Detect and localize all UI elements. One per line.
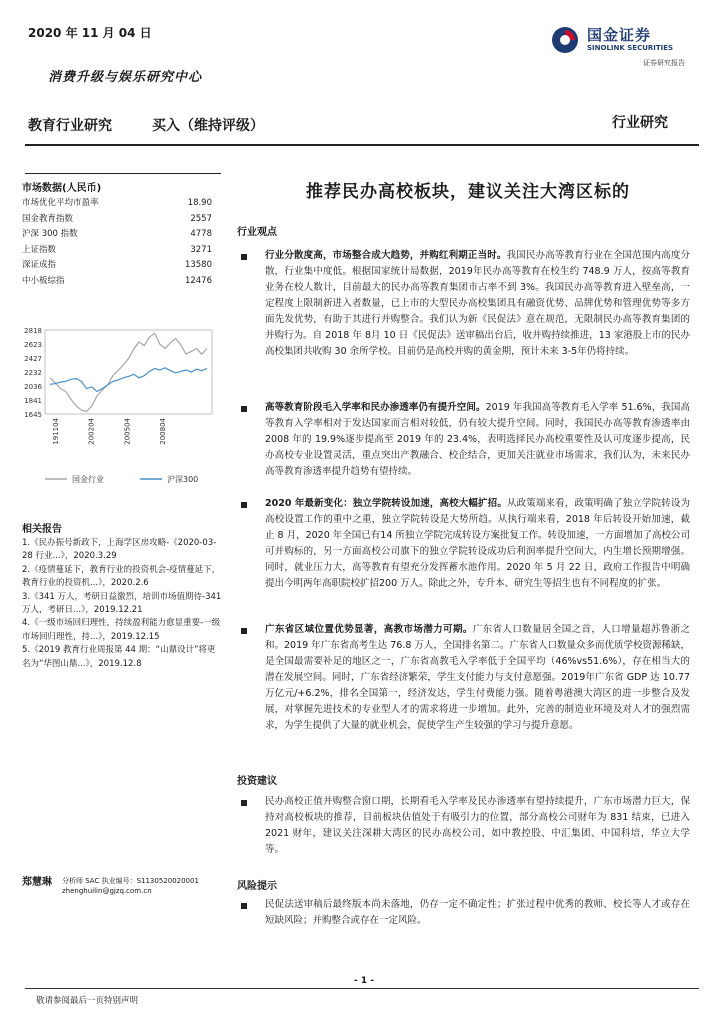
legend-label: 国金行业 (72, 475, 104, 484)
point-paragraph (265, 622, 690, 734)
market-value: 4778 (190, 229, 212, 239)
logo-sub: 证券研究报告 (643, 59, 685, 67)
related-report-item[interactable]: 2.《疫情蔓延下，教育行业的投资机会-疫情蔓延下，教育行业的投资机...》，2020.2.6 (22, 564, 221, 589)
company-logo (551, 22, 701, 68)
related-report-item[interactable]: 5.《2019 教育行业周报第 44 期：“山鼎设计”将更名为“华图山鼎...》，2019.12.8 (22, 645, 216, 669)
market-row (22, 196, 212, 212)
y-tick-label: 2623 (24, 341, 42, 349)
point-paragraph (265, 400, 690, 480)
related-report-item[interactable]: 4.《一级市场回归理性，持续盈利能力愈显重要-一级市场回归理性，持...》，2019.12.15 (22, 618, 221, 642)
market-label: 沪深 300 指数 (22, 229, 78, 239)
footer-divider (25, 988, 699, 989)
author-name: 郑慧琳 (22, 877, 52, 888)
related-reports-title: 相关报告 (22, 524, 62, 535)
market-label: 上证指数 (22, 244, 57, 255)
investment-paragraph: 民办高校正值并购整合窗口期，长期看毛入学率及民办渗透率有望持续提升，广东市场潜力巨大，保持对高校板块的推荐，目前板块估值处于有吸引力的位置，部分高校公司财年为 831 结束，已进入 2021 财年，建议关注深耕大湾区的民办高校公司，如中教控股、中汇集团、中国科培，华立大学等。 (265, 796, 690, 855)
related-report-item[interactable]: 1.《民办振号新政下，上海学区房攻略-《2020-03-28 行业...》，2020.3.29 (22, 538, 217, 562)
bullet-icon (241, 502, 247, 508)
market-value: 18.90 (187, 198, 212, 208)
market-value: 13580 (184, 260, 212, 270)
section-industry-view: 行业观点 (237, 227, 277, 238)
author-license: 分析师 SAC 执业编号：S1130520020001 (62, 877, 199, 885)
logo-cn: 国金证券 (587, 26, 652, 44)
market-data-title: 市场数据(人民币) (22, 183, 102, 194)
y-tick-label: 2427 (24, 355, 42, 363)
report-date: 2020 年 11 月 04 日 (28, 26, 152, 40)
page-number: - 1 - (354, 976, 374, 986)
x-tick-label: 200504 (123, 418, 132, 445)
market-value: 3271 (190, 244, 212, 255)
author-info (62, 876, 199, 896)
x-tick-label: 200804 (159, 418, 167, 445)
logo-mark-icon (551, 26, 579, 54)
index-chart (15, 322, 220, 492)
y-tick-label: 1841 (24, 397, 42, 405)
header-divider (25, 144, 699, 146)
series-line-1 (50, 368, 207, 392)
market-row (22, 243, 212, 259)
research-center: 消费升级与娱乐研究中心 (48, 70, 203, 85)
market-row (22, 212, 212, 228)
market-row (22, 274, 212, 290)
market-value: 2557 (190, 213, 212, 224)
section-risk: 风险提示 (237, 881, 277, 892)
point-lead: 广东省区域位置优势显著，高教市场潜力可期。 (265, 624, 473, 635)
risk-paragraph: 民促法送审稿后最终版本尚未落地，仍存一定不确定性；扩张过程中优秀的教师、校长等人才或存在短缺风险；并购整合或存在一定风险。 (265, 899, 690, 926)
point-lead: 高等教育阶段毛入学率和民办渗透率仍有提升空间。 (265, 402, 486, 413)
x-tick-label: 200204 (87, 418, 96, 445)
industry-title: 教育行业研究 (28, 118, 112, 134)
rating: 买入（维持评级） (152, 118, 264, 134)
point-text: 从政策端来看，政策明确了独立学院转设为高校设置工作的重中之重，独立学院转设是大势所趋。从执行端来看，2018 年后转设开始加速，截止 8 月，2020 年全国已有14 所独立学院完成转设方案批复工作。转设加速，一方面增加了高校公司可并购标的，另一方面高校公司旗下的独立学院转设成功后利润率提升空间大，内生增长预期增强。同时，就业压力大，高等教育有望充分发挥蓄水池作用。2020 年 5 月 22 日，政府工作报告中明确提出今明两年高职院校扩招200 万人。除此之外，专升本、研究生等招生也有不同程度的扩张。 (265, 498, 690, 589)
point-lead: 2020 年最新变化：独立学院转设加速，高校大幅扩招。 (265, 498, 507, 509)
section-investment: 投资建议 (237, 776, 277, 787)
report-headline: 推荐民办高校板块，建议关注大湾区标的 (306, 182, 630, 202)
report-type: 行业研究 (612, 115, 668, 131)
related-reports-list (22, 537, 222, 671)
y-tick-label: 2232 (24, 369, 42, 377)
y-tick-label: 1645 (24, 411, 42, 419)
y-tick-label: 2818 (24, 327, 42, 335)
legend-label: 沪深300 (167, 475, 199, 484)
bullet-icon (241, 628, 247, 634)
bullet-icon (241, 903, 247, 909)
bullet-icon (241, 800, 247, 806)
footer-disclaimer: 敬请参阅最后一页特别声明 (36, 996, 139, 1006)
bullet-icon (241, 254, 247, 260)
market-label: 中小板综指 (22, 275, 65, 286)
market-value: 12476 (184, 275, 212, 286)
series-line-0 (50, 333, 207, 411)
author-email[interactable]: zhenghuilin@gjzq.com.cn (62, 887, 152, 895)
chart-frame (45, 330, 212, 414)
point-text: 2019 年我国高等教育毛入学率 51.6%，我国高等教育入学率相对于发达国家而言相对较低，仍有较大提升空间。同时，我国民办高等教育渗透率由 2008 年的 19.9%逐步提高至 2019 年的 23.4%，表明选择民办高校重要性及认可度逐步提高，民办高校专业设置灵活，重点突出产教融合、校企结合，更加关注就业市场需求，我们认为，未来民办高等教育渗透率提升趋势有望持续。 (265, 402, 690, 477)
related-report-item[interactable]: 3.《341 万人，考研日益激烈，培训市场值期待-341 万人，考研日...》，2019.12.21 (22, 591, 222, 616)
logo-en: SINOLINK SECURITIES (587, 44, 674, 52)
market-row (22, 227, 212, 243)
point-paragraph (265, 496, 690, 592)
x-tick-label: 191104 (52, 418, 60, 445)
market-label: 深证成指 (22, 260, 57, 270)
market-label: 市场优化平均市盈率 (22, 198, 99, 208)
point-paragraph (265, 248, 690, 360)
sidebar-divider (25, 173, 221, 174)
bullet-icon (241, 406, 247, 412)
market-row (22, 258, 212, 274)
market-label: 国金教育指数 (22, 213, 74, 224)
market-data-table (22, 196, 212, 289)
point-lead: 行业分散度高，市场整合成大趋势，并购红利期正当时。 (265, 250, 507, 261)
point-text: 我国民办高等教育行业在全国范围内高度分散，行业集中度低。根据国家统计局数据，2019年民办高等教育在校生约 748.9 万人，按高等教育业务在校人数计，目前最大的民办高等教育集团市占率不到 3%。我国民办高等教育进入壁垒高，一定程度上限制新进入者数量，已上市的大型民办高校集团具有融资优势、品牌优势和管理优势等多方面先发优势，有助于其进行并购整合。我们认为新《民促法》意在规范，无限制民办高等教育集团的并购行为。自 2018 年 8月 10 日《民促法》送审稿出台后，收并购持续推进，13 家港股上市的民办高校集团共收购 30 余所学校。目前仍是高校并购的黄金期，预计未来 3-5年仍将持续。 (265, 250, 690, 357)
y-tick-label: 2036 (24, 383, 42, 391)
point-text: 广东省人口数量居全国之首，人口增量超苏鲁浙之和。2019 年广东省高考生达 76.8 万人，全国排名第二。广东省人口数量众多而优质学校资源稀缺，是全国最需要补足的地区之一，广东省高教毛入学率低于全国平均（46%vs51.6%），存在相当大的潜在发展空间。同时，广东省经济繁荣，学生支付能力与支付意愿强。2019年广东省 GDP 达 10.77 万亿元/+6.2%，排名全国第一，经济发达，学生付费能力强。随着粤港澳大湾区的进一步整合及发展，对掌握先进技术的专业型人才的需求将进一步增加。此外，完善的制造业环境及对人才的强烈需求，为学生提供了大量的就业机会，促使学生产生较强的学习与提升意愿。 (265, 624, 690, 731)
